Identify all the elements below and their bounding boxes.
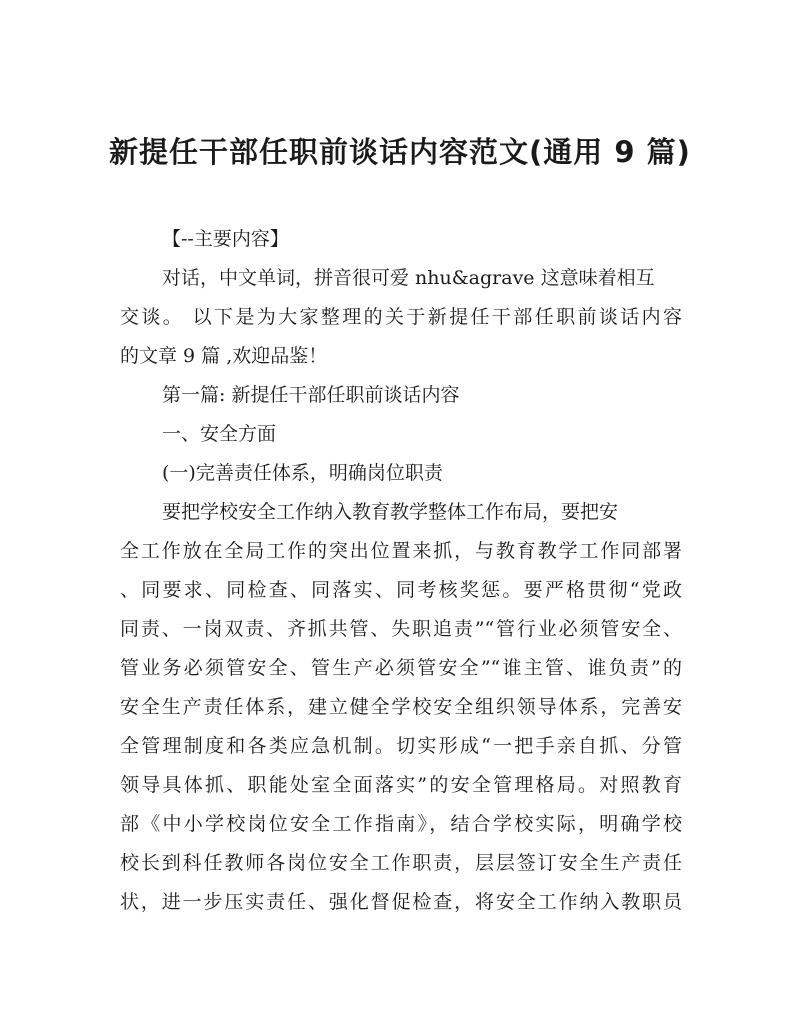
section-tag: 【--主要内容】 [162,228,289,250]
body-line-1: 要把学校安全工作纳入教育教学整体工作布局，要把安 [162,501,619,523]
body-line-8: 领导具体抓、职能处室全面落实”的安全管理格局。对照教育 [120,774,682,796]
document-title: 新提任干部任职前谈话内容范文(通用 9 篇) [109,135,691,169]
body-line-5: 管业务必须管安全、管生产必须管安全”“谁主管、谁负责”的 [120,657,682,679]
intro-line-2: 交谈。 以下是为大家整理的关于新提任干部任职前谈话内容 [120,306,682,328]
body-line-7: 全管理制度和各类应急机制。切实形成“一把手亲自抓、分管 [120,735,682,757]
body-line-10: 校长到科任教师各岗位安全工作职责，层层签订安全生产责任 [120,852,682,874]
body-line-4: 同责、一岗双责、齐抓共管、失职追责”“管行业必须管安全、 [120,618,682,640]
body-line-2: 全工作放在全局工作的突出位置来抓，与教育教学工作同部署 [120,540,682,562]
body-line-9: 部《中小学校岗位安全工作指南》，结合学校实际，明确学校 [120,813,682,835]
section-heading: 一、安全方面 [162,423,277,445]
body-line-3: 、同要求、同检查、同落实、同考核奖惩。要严格贯彻“党政 [120,579,682,601]
intro-line-3: 的文章 9 篇 ,欢迎品鉴！ [120,345,328,367]
chapter-heading: 第一篇: 新提任干部任职前谈话内容 [162,384,460,406]
subsection-heading: (一)完善责任体系，明确岗位职责 [162,462,443,484]
body-line-11: 状，进一步压实责任、强化督促检查，将安全工作纳入教职员 [120,891,682,913]
intro-line-1: 对话，中文单词，拼音很可爱 nhu&agrave 这意味着相互 [162,267,655,289]
body-line-6: 安全生产责任体系，建立健全学校安全组织领导体系，完善安 [120,696,682,718]
